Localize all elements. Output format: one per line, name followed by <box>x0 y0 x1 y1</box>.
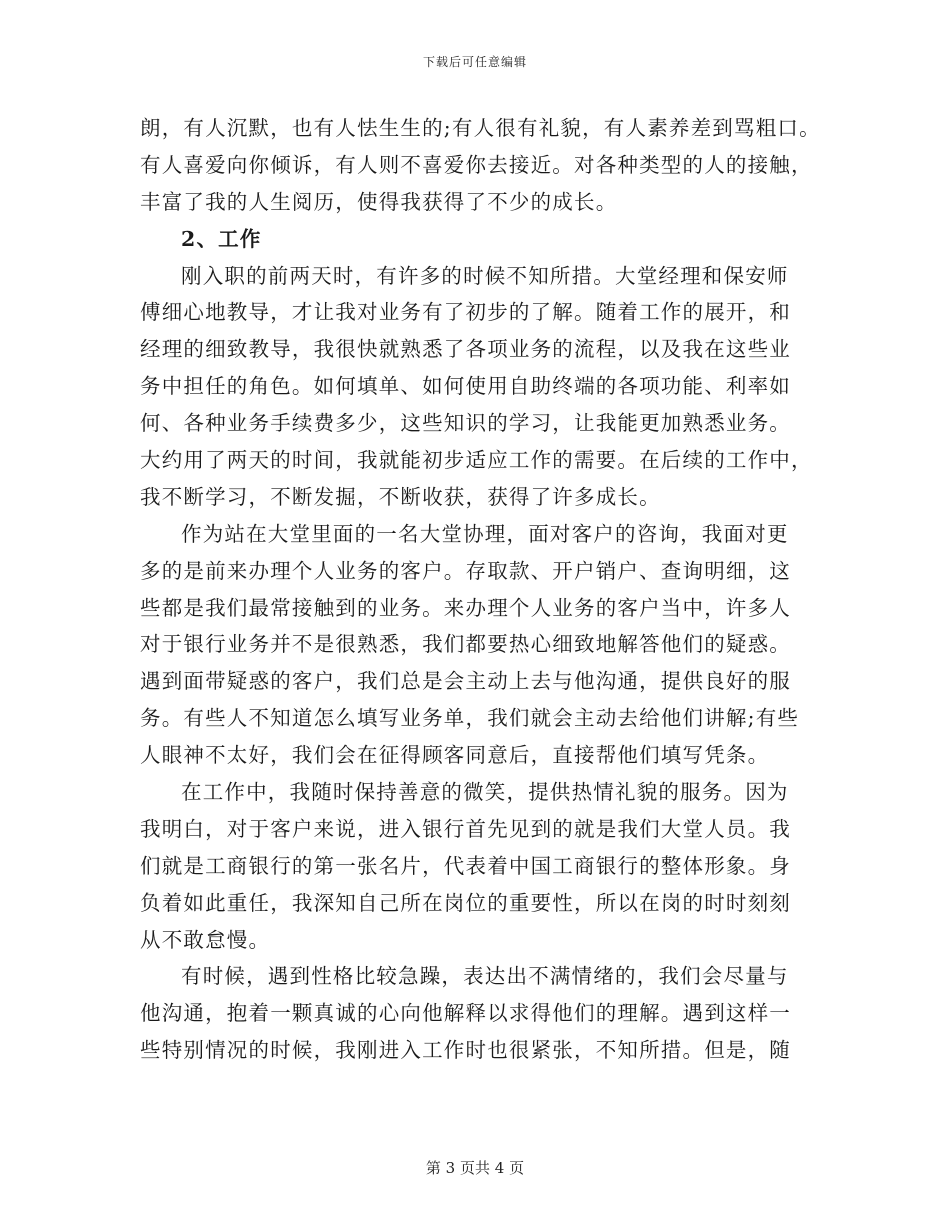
text-line: 务。有些人不知道怎么填写业务单，我们就会主动去给他们讲解;有些 <box>140 706 800 731</box>
text-line: 何、各种业务手续费多少，这些知识的学习，让我能更加熟悉业务。 <box>140 411 791 436</box>
paragraph-start-line: 在工作中，我随时保持善意的微笑，提供热情礼貌的服务。因为 <box>181 780 789 805</box>
text-line: 对于银行业务并不是很熟悉，我们都要热心细致地解答他们的疑惑。 <box>140 632 791 657</box>
text-line: 傅细心地教导，才让我对业务有了初步的了解。随着工作的展开，和 <box>140 300 791 325</box>
text-line: 他沟通，抱着一颗真诚的心向他解释以求得他们的理解。遇到这样一 <box>140 1001 791 1026</box>
text-line: 丰富了我的人生阅历，使得我获得了不少的成长。 <box>140 189 618 214</box>
text-line: 从不敢怠慢。 <box>140 927 271 952</box>
text-line: 人眼神不太好，我们会在征得顾客同意后，直接帮他们填写凭条。 <box>140 743 770 768</box>
paragraph-start-line: 有时候，遇到性格比较急躁，表达出不满情绪的，我们会尽量与 <box>181 964 789 989</box>
text-line: 我不断学习，不断发掘，不断收获，获得了许多成长。 <box>140 484 661 509</box>
section-heading: 2、工作 <box>181 226 262 251</box>
text-line: 经理的细致教导，我很快就熟悉了各项业务的流程，以及我在这些业 <box>140 337 791 362</box>
text-line: 些特别情况的时候，我刚进入工作时也很紧张，不知所措。但是，随 <box>140 1038 791 1063</box>
text-line: 朗，有人沉默，也有人怯生生的;有人很有礼貌，有人素养差到骂粗口。 <box>140 116 821 140</box>
text-line: 遇到面带疑惑的客户，我们总是会主动上去与他沟通，提供良好的服 <box>140 669 791 694</box>
page-number-footer: 第 3 页共 4 页 <box>425 1159 525 1177</box>
text-line: 些都是我们最常接触到的业务。来办理个人业务的客户当中，许多人 <box>140 595 791 620</box>
text-line: 务中担任的角色。如何填单、如何使用自助终端的各项功能、利率如 <box>140 374 791 399</box>
paragraph-start-line: 作为站在大堂里面的一名大堂协理，面对客户的咨询，我面对更 <box>181 521 789 546</box>
text-line: 大约用了两天的时间，我就能初步适应工作的需要。在后续的工作中， <box>140 448 813 473</box>
text-line: 们就是工商银行的第一张名片，代表着中国工商银行的整体形象。身 <box>140 853 791 878</box>
paragraph-start-line: 刚入职的前两天时，有许多的时候不知所措。大堂经理和保安师 <box>181 263 789 288</box>
text-line: 我明白，对于客户来说，进入银行首先见到的就是我们大堂人员。我 <box>140 816 791 841</box>
text-line: 有人喜爱向你倾诉，有人则不喜爱你去接近。对各种类型的人的接触， <box>140 152 813 177</box>
document-body <box>140 110 821 1069</box>
page-header: 下载后可任意编辑 <box>422 55 527 69</box>
text-line: 负着如此重任，我深知自己所在岗位的重要性，所以在岗的时时刻刻 <box>140 890 791 915</box>
text-line: 多的是前来办理个人业务的客户。存取款、开户销户、查询明细，这 <box>140 558 791 583</box>
